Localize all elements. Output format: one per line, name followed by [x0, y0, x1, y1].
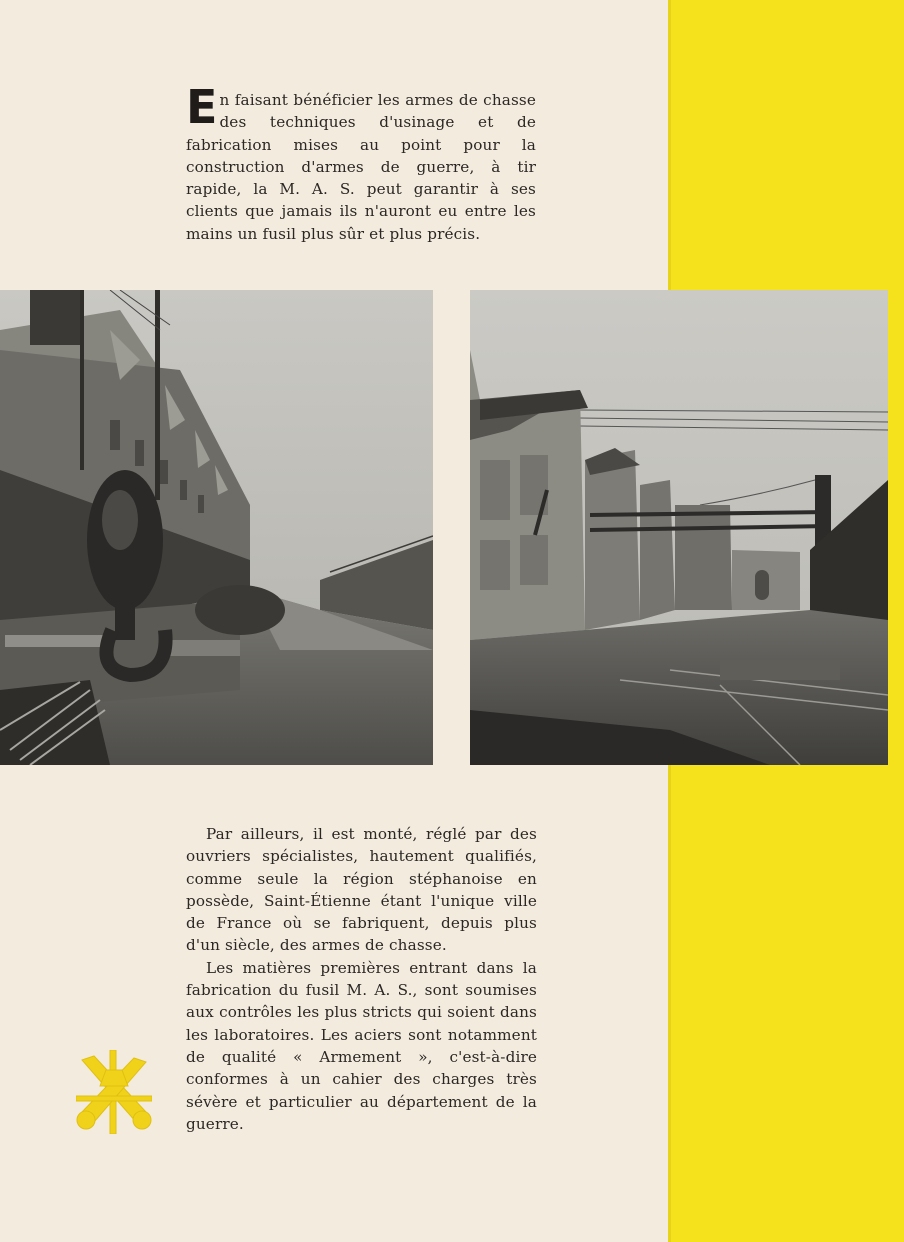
factory-buildings-photo: [470, 290, 888, 765]
paragraph-2: Les matières premières entrant dans la fabrication du fusil M. A. S., sont soumises aux contrôles les plus stricts qui soient dans les laboratoires. Les aciers sont notamment de qualité « Armement », c'est-à-dire conformes à un cahier des charges très sévère et particulier au département de la guerre.: [186, 958, 537, 1133]
factory-street-photo: [0, 290, 433, 765]
paragraph-1: Par ailleurs, il est monté, réglé par des ouvriers spécialistes, hautement qualifiés, comme seule la région stéphanoise en possède, Saint-Étienne étant l'unique ville de France où se fabriquent, depuis plus d'un siècle, des armes de chasse.: [186, 825, 537, 955]
body-paragraphs: [186, 823, 537, 1135]
crossed-cannons-emblem-icon: [76, 1050, 152, 1134]
intro-text: n faisant bénéficier les armes de chasse des techniques d'usinage et de fabrication mises au point pour la construction d'armes de guerre, à tir rapide, la M. A. S. peut garantir à ses clients que jamais ils n'auront eu entre les mains un fusil plus sûr et plus précis.: [186, 91, 536, 243]
drop-cap-letter: E: [186, 80, 218, 134]
intro-paragraph: [186, 80, 536, 245]
